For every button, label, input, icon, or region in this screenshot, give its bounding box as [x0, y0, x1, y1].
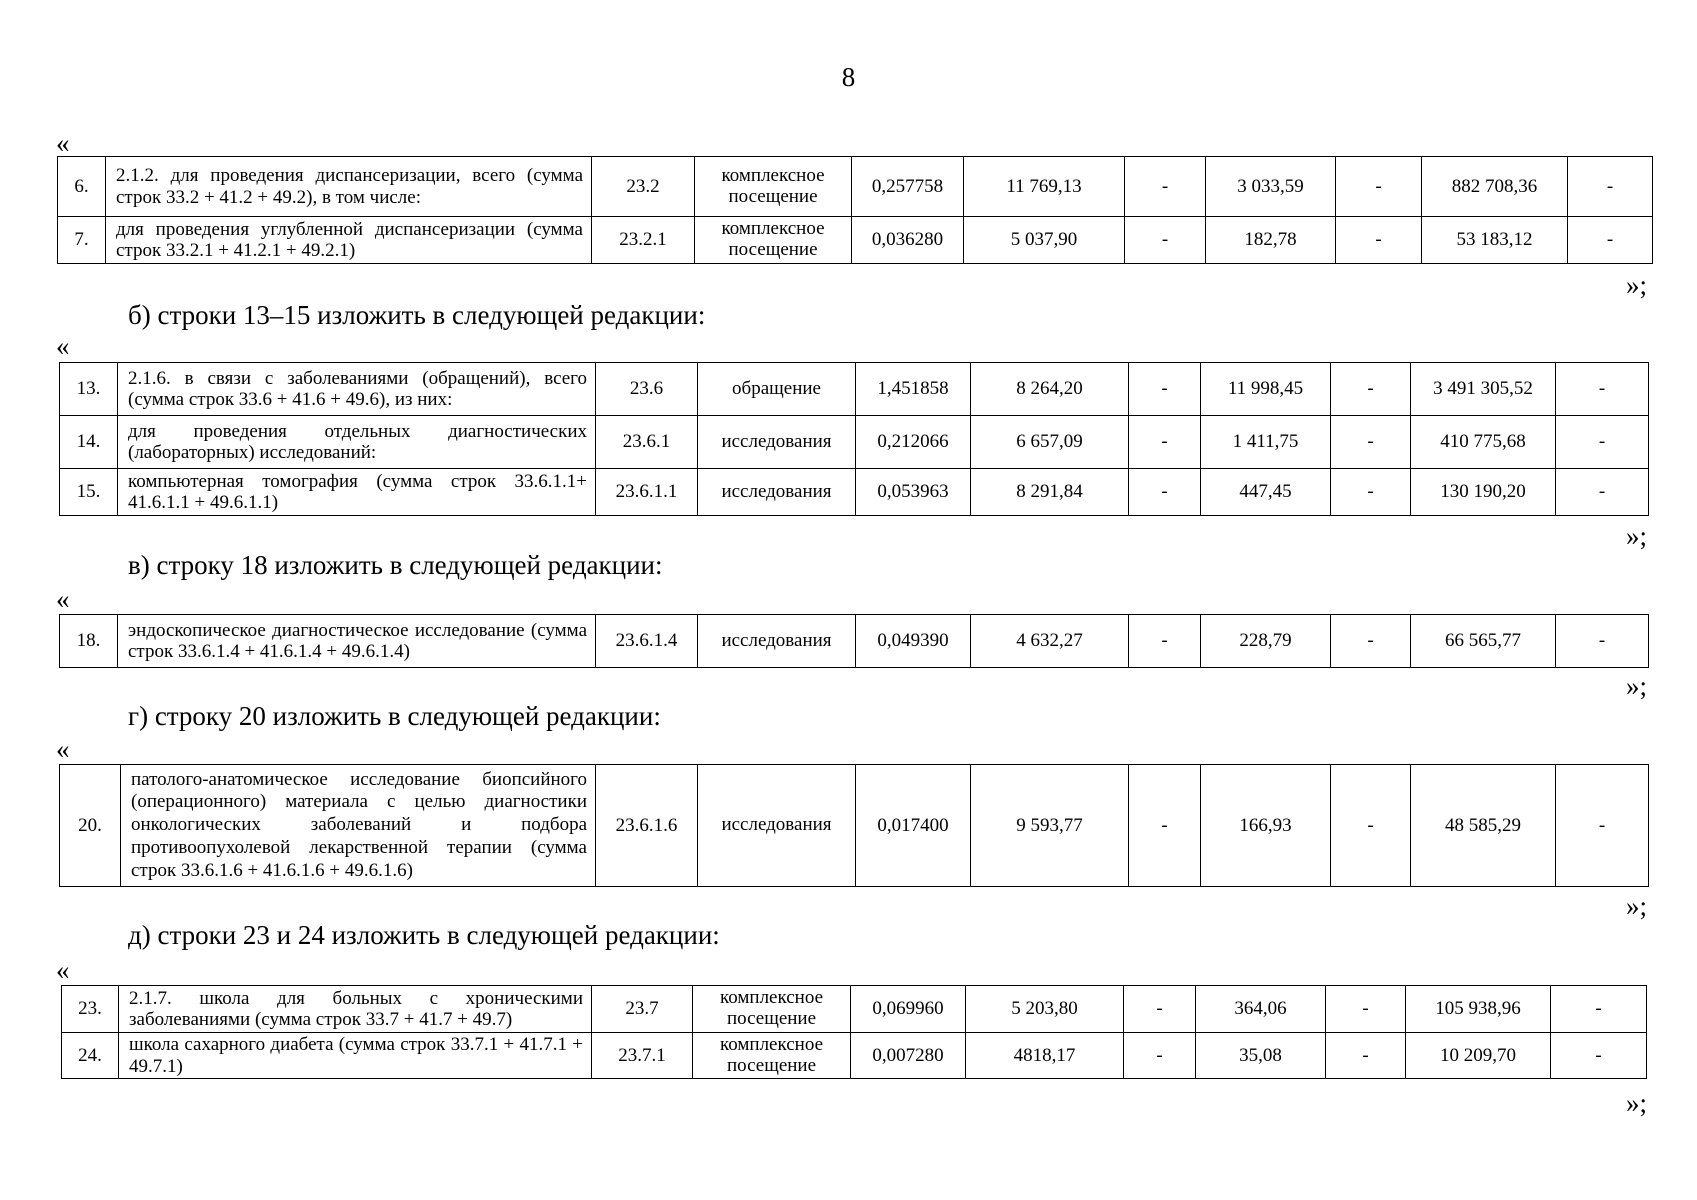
row-number: 24.	[62, 1033, 119, 1079]
close-quote: »;	[1626, 521, 1648, 551]
row-unit: комплексное посещение	[693, 986, 851, 1033]
table-row	[62, 1033, 1647, 1079]
row-number: 20.	[60, 765, 121, 887]
row-col11: -	[1556, 363, 1649, 416]
row-number: 14.	[60, 416, 118, 469]
row-col7: -	[1125, 217, 1206, 264]
open-quote: «	[56, 734, 70, 764]
row-col7: -	[1124, 986, 1196, 1033]
row-cost: 4818,17	[966, 1033, 1124, 1079]
row-unit: обращение	[698, 363, 856, 416]
row-code: 23.7.1	[592, 1033, 693, 1079]
row-col11: -	[1556, 615, 1649, 668]
row-name: школа сахарного диабета (сумма строк 33.7.1 + 41.7.1 + 49.7.1)	[119, 1033, 592, 1079]
row-cost: 8 264,20	[971, 363, 1129, 416]
row-col7: -	[1125, 157, 1206, 217]
row-col10: 3 491 305,52	[1411, 363, 1556, 416]
row-number: 7.	[58, 217, 106, 264]
row-col11: -	[1551, 986, 1647, 1033]
row-col7: -	[1129, 416, 1201, 469]
row-code: 23.6	[596, 363, 698, 416]
table-row	[60, 363, 1649, 416]
page-number: 8	[841, 62, 856, 92]
section-heading: д) строки 23 и 24 изложить в следующей редакции:	[128, 920, 720, 950]
row-code: 23.2.1	[592, 217, 695, 264]
row-cost: 9 593,77	[971, 765, 1129, 887]
row-col9: -	[1336, 157, 1422, 217]
row-col8: 11 998,45	[1201, 363, 1331, 416]
row-col9: -	[1326, 1033, 1406, 1079]
row-norm: 1,451858	[856, 363, 971, 416]
row-col7: -	[1129, 615, 1201, 668]
row-code: 23.6.1.4	[596, 615, 698, 668]
row-col10: 10 209,70	[1406, 1033, 1551, 1079]
row-code: 23.6.1	[596, 416, 698, 469]
close-quote: »;	[1626, 891, 1648, 921]
row-col8: 166,93	[1201, 765, 1331, 887]
open-quote: «	[56, 128, 70, 158]
row-col11: -	[1556, 469, 1649, 516]
row-code: 23.6.1.1	[596, 469, 698, 516]
row-col9: -	[1331, 615, 1411, 668]
row-col10: 130 190,20	[1411, 469, 1556, 516]
row-name: патолого-анатомическое исследование биопсийного (операционного) материала с целью диагностики онкологических заболеваний и подбора противоопухолевой лекарственной терапии (сумма строк 33.6.1.6 + 41.6.1.6 + 49.6.1.6)	[121, 765, 596, 887]
table-row	[58, 217, 1653, 264]
row-unit: исследования	[698, 469, 856, 516]
row-number: 18.	[60, 615, 118, 668]
amendment-table-3	[59, 614, 1649, 668]
row-col11: -	[1556, 765, 1649, 887]
row-col11: -	[1568, 157, 1653, 217]
row-col7: -	[1124, 1033, 1196, 1079]
table-row	[58, 157, 1653, 217]
row-cost: 5 037,90	[964, 217, 1125, 264]
row-col8: 447,45	[1201, 469, 1331, 516]
row-col11: -	[1551, 1033, 1647, 1079]
row-unit: комплексное посещение	[693, 1033, 851, 1079]
row-col7: -	[1129, 469, 1201, 516]
amendment-table-2	[59, 362, 1649, 516]
row-name: для проведения отдельных диагностических (лабораторных) исследований:	[118, 416, 596, 469]
row-col10: 66 565,77	[1411, 615, 1556, 668]
open-quote: «	[56, 331, 70, 361]
row-col8: 182,78	[1206, 217, 1336, 264]
row-name: 2.1.7. школа для больных с хроническими заболеваниями (сумма строк 33.7 + 41.7 + 49.7)	[119, 986, 592, 1033]
row-norm: 0,036280	[852, 217, 964, 264]
row-norm: 0,212066	[856, 416, 971, 469]
row-col8: 3 033,59	[1206, 157, 1336, 217]
row-unit: исследования	[698, 765, 856, 887]
row-code: 23.7	[592, 986, 693, 1033]
row-code: 23.6.1.6	[596, 765, 698, 887]
close-quote: »;	[1626, 671, 1648, 701]
row-col8: 1 411,75	[1201, 416, 1331, 469]
row-name: 2.1.6. в связи с заболеваниями (обращений), всего (сумма строк 33.6 + 41.6 + 49.6), из них:	[118, 363, 596, 416]
row-col8: 35,08	[1196, 1033, 1326, 1079]
row-col9: -	[1331, 363, 1411, 416]
amendment-table-1	[57, 156, 1653, 264]
table-row	[60, 615, 1649, 668]
row-cost: 5 203,80	[966, 986, 1124, 1033]
row-col9: -	[1331, 416, 1411, 469]
row-col10: 882 708,36	[1422, 157, 1568, 217]
row-code: 23.2	[592, 157, 695, 217]
open-quote: «	[56, 955, 70, 985]
table-row	[60, 765, 1649, 887]
close-quote: »;	[1626, 270, 1648, 300]
row-col11: -	[1556, 416, 1649, 469]
row-col9: -	[1331, 765, 1411, 887]
row-cost: 8 291,84	[971, 469, 1129, 516]
row-col10: 53 183,12	[1422, 217, 1568, 264]
row-norm: 0,049390	[856, 615, 971, 668]
amendment-table-4	[59, 764, 1649, 887]
row-number: 15.	[60, 469, 118, 516]
open-quote: «	[56, 584, 70, 614]
row-col7: -	[1129, 765, 1201, 887]
table-row	[60, 469, 1649, 516]
section-heading: г) строку 20 изложить в следующей редакции:	[128, 701, 661, 731]
row-col8: 228,79	[1201, 615, 1331, 668]
row-cost: 6 657,09	[971, 416, 1129, 469]
row-number: 23.	[62, 986, 119, 1033]
row-norm: 0,069960	[851, 986, 966, 1033]
row-number: 13.	[60, 363, 118, 416]
row-number: 6.	[58, 157, 106, 217]
row-col10: 48 585,29	[1411, 765, 1556, 887]
row-col9: -	[1336, 217, 1422, 264]
row-norm: 0,007280	[851, 1033, 966, 1079]
row-unit: комплексное посещение	[695, 217, 852, 264]
table-row	[62, 986, 1647, 1033]
row-norm: 0,257758	[852, 157, 964, 217]
row-col8: 364,06	[1196, 986, 1326, 1033]
section-heading: в) строку 18 изложить в следующей редакции:	[128, 550, 663, 580]
amendment-table-5	[61, 985, 1647, 1079]
table-row	[60, 416, 1649, 469]
row-col9: -	[1331, 469, 1411, 516]
row-norm: 0,017400	[856, 765, 971, 887]
row-col9: -	[1326, 986, 1406, 1033]
row-cost: 4 632,27	[971, 615, 1129, 668]
row-col10: 410 775,68	[1411, 416, 1556, 469]
row-name: для проведения углубленной диспансеризации (сумма строк 33.2.1 + 41.2.1 + 49.2.1)	[106, 217, 592, 264]
close-quote: »;	[1626, 1088, 1648, 1118]
row-norm: 0,053963	[856, 469, 971, 516]
row-unit: комплексное посещение	[695, 157, 852, 217]
row-unit: исследования	[698, 416, 856, 469]
row-col11: -	[1568, 217, 1653, 264]
row-col10: 105 938,96	[1406, 986, 1551, 1033]
row-name: компьютерная томография (сумма строк 33.6.1.1+ 41.6.1.1 + 49.6.1.1)	[118, 469, 596, 516]
section-heading: б) строки 13–15 изложить в следующей редакции:	[128, 300, 706, 330]
row-name: эндоскопическое диагностическое исследование (сумма строк 33.6.1.4 + 41.6.1.4 + 49.6.1.4)	[118, 615, 596, 668]
row-unit: исследования	[698, 615, 856, 668]
row-cost: 11 769,13	[964, 157, 1125, 217]
row-col7: -	[1129, 363, 1201, 416]
row-name: 2.1.2. для проведения диспансеризации, всего (сумма строк 33.2 + 41.2 + 49.2), в том числе:	[106, 157, 592, 217]
